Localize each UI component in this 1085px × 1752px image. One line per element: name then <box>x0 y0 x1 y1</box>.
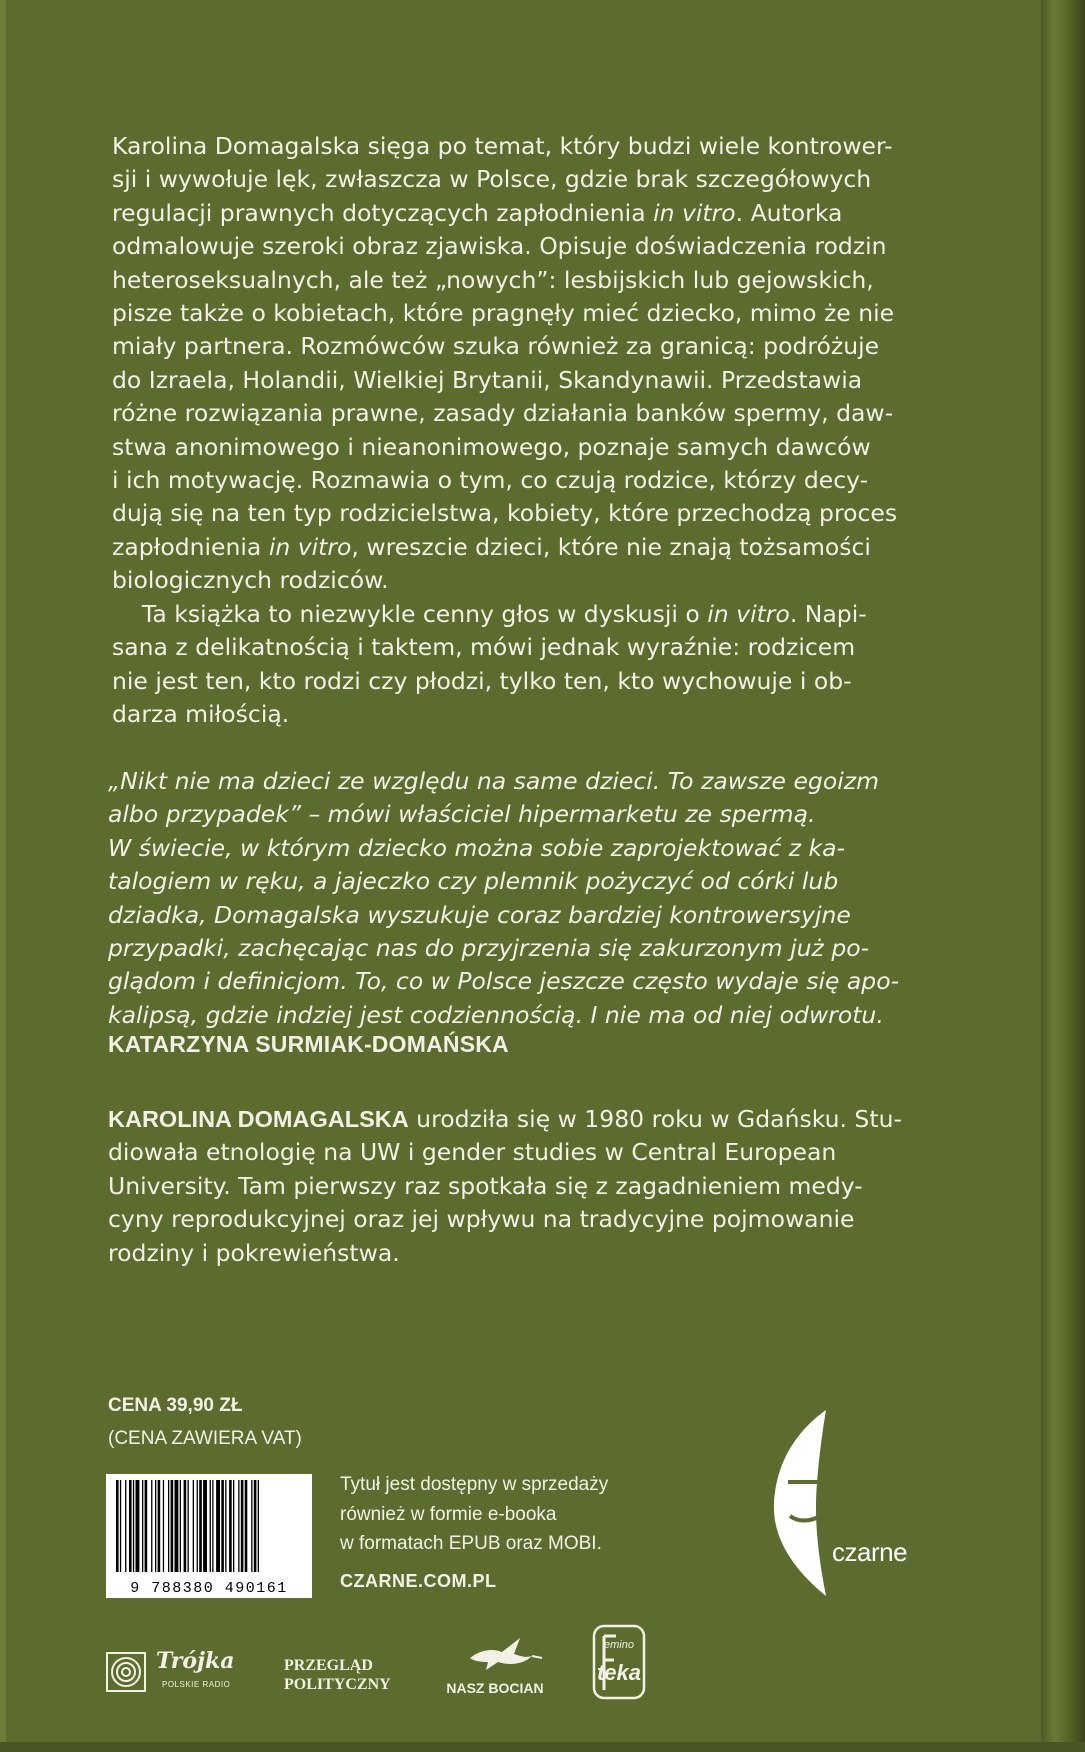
barcode-bar <box>175 1480 179 1572</box>
description-line: dują się na ten typ rodzicielstwa, kobiety, które przechodzą proces <box>112 499 898 528</box>
blurb-quote <box>108 765 904 1032</box>
quote-author: KATARZYNA SURMIAK-DOMAŃSKA <box>108 1031 509 1057</box>
ebook-line: Tytuł jest dostępny w sprzedaży <box>340 1474 609 1495</box>
description-line: darza miłością. <box>112 699 290 728</box>
trojka-logo <box>106 1648 238 1698</box>
barcode-bar <box>129 1480 132 1572</box>
barcode-bar <box>155 1480 156 1572</box>
bio-author-name: KAROLINA DOMAGALSKA <box>108 1106 409 1132</box>
barcode-bar <box>136 1480 140 1572</box>
svg-text:teka: teka <box>596 1660 642 1685</box>
vat-note: (CENA ZAWIERA VAT) <box>108 1428 302 1449</box>
barcode-bar <box>229 1480 232 1572</box>
bio-line: University. Tam pierwszy raz spotkała się z zagadnieniem medy- <box>108 1171 863 1200</box>
description-line: sji i wywołuje lęk, zwłaszcza w Polsce, gdzie brak szczegółowych <box>112 165 872 194</box>
barcode-bar <box>120 1480 121 1572</box>
barcode-bars <box>106 1476 312 1580</box>
quote-line: talogiem w ręku, a jajeczko czy plemnik pożyczyć od córki lub <box>108 867 839 896</box>
trojka-name: Trójka <box>156 1648 235 1674</box>
barcode-bar <box>238 1480 239 1572</box>
description-line: do Izraela, Holandii, Wielkiej Brytanii, Skandynawii. Przedstawia <box>112 365 863 394</box>
description-line: regulacji prawnych dotyczących zapłodnienia in vitro. Autorka <box>112 198 843 227</box>
barcode-bar <box>225 1480 226 1572</box>
barcode-bar <box>133 1480 134 1572</box>
bio-first-line-text: urodziła się w 1980 roku w Gdańsku. Stu- <box>408 1105 902 1133</box>
description-line: Ta książka to niezwykle cenny głos w dyskusji o in vitro. Napi- <box>112 599 867 628</box>
quote-line: kalipsą, gdzie indziej jest codziennością. I nie ma od niej odwrotu. <box>108 1000 884 1029</box>
cover-spine-edge <box>1041 0 1085 1752</box>
barcode-bar <box>171 1480 174 1572</box>
description-line: pisze także o kobietach, które pragnęły mieć dziecko, mimo że nie <box>112 299 895 328</box>
barcode-bar <box>216 1480 220 1572</box>
barcode-bar <box>142 1480 143 1572</box>
barcode-bar <box>251 1480 252 1572</box>
nasz-bocian-text: NASZ BOCIAN <box>446 1680 544 1696</box>
description-line: odmalowuje szeroki obraz zjawiska. Opisuje doświadczenia rodzin <box>112 232 887 261</box>
czarne-logo-text: czarne <box>832 1537 908 1567</box>
barcode-bar <box>168 1480 169 1572</box>
quote-line: W świecie, w którym dziecko można sobie zaprojektować z ka- <box>108 833 845 862</box>
ebook-info <box>340 1470 670 1559</box>
description-line: biologicznych rodziców. <box>112 566 389 595</box>
svg-text:emino: emino <box>604 1639 634 1651</box>
barcode-bar <box>245 1480 248 1572</box>
stork-icon <box>440 1630 550 1680</box>
przeglad-line: POLITYCZNY <box>284 1676 391 1693</box>
nasz-bocian-logo <box>440 1630 550 1700</box>
barcode-bar <box>188 1480 189 1572</box>
bio-line: rodziny i pokrewieństwa. <box>108 1238 400 1267</box>
trojka-circles-icon <box>108 1654 144 1690</box>
description-line: sana z delikatnością i taktem, mówi jednak wyraźnie: rodzicem <box>112 633 856 662</box>
barcode-bar <box>258 1480 259 1572</box>
barcode-bar <box>210 1480 211 1572</box>
barcode-bar <box>116 1480 119 1572</box>
description-line: zapłodnienia in vitro, wreszcie dzieci, które nie znają tożsamości <box>112 532 871 561</box>
description-line: i ich motywację. Rozmawia o tym, co czują rodzice, którzy decy- <box>112 466 869 495</box>
barcode-bar <box>125 1480 126 1572</box>
italic-term: in vitro <box>707 599 790 628</box>
description-line: heteroseksualnych, ale też „nowych”: lesbijskich lub gejowskich, <box>112 265 874 294</box>
barcode-bar <box>241 1480 244 1572</box>
barcode-digits: 9 788380 490161 <box>130 1580 288 1597</box>
barcode-bar <box>158 1480 161 1572</box>
barcode-bar <box>145 1480 148 1572</box>
trojka-subtitle: POLSKIE RADIO <box>162 1680 231 1689</box>
description-line: stwa anonimowego i nieanonimowego, poznaje samych dawców <box>112 432 871 461</box>
przeglad-polityczny-logo <box>284 1656 404 1694</box>
przeglad-line: PRZEGLĄD <box>284 1657 373 1674</box>
description-line: nie jest ten, kto rodzi czy płodzi, tylko ten, kto wychowuje i ob- <box>112 666 852 695</box>
price-label: CENA 39,90 ZŁ <box>108 1395 243 1416</box>
ebook-line: również w formie e-booka <box>340 1503 557 1525</box>
bio-line: diowała etnologię na UW i gender studies w Central European <box>108 1138 837 1167</box>
barcode-bar <box>199 1480 202 1572</box>
italic-term: in vitro <box>653 198 736 227</box>
ebook-line: w formatach EPUB oraz MOBI. <box>340 1533 602 1554</box>
quote-line: „Nikt nie ma dzieci ze względu na same dzieci. To zawsze egoizm <box>108 767 879 795</box>
barcode-bar <box>193 1480 194 1572</box>
barcode-bar <box>233 1480 234 1572</box>
barcode-bar <box>203 1480 207 1572</box>
book-description <box>112 130 904 731</box>
italic-term: in vitro <box>268 532 352 561</box>
description-line: różne rozwiązania prawne, zasady działania banków spermy, daw- <box>112 399 894 428</box>
publisher-website: CZARNE.COM.PL <box>340 1571 497 1591</box>
cover-left-edge <box>0 0 6 1752</box>
description-line: miały partnera. Rozmówców szuka również za granicą: podróżuje <box>112 332 880 361</box>
czarne-logo-icon <box>766 1410 906 1596</box>
barcode-bar <box>197 1480 198 1572</box>
quote-line: albo przypadek” – mówi właściciel hipermarketu ze spermą. <box>108 800 816 829</box>
barcode-bar <box>212 1480 213 1572</box>
barcode-bar <box>221 1480 224 1572</box>
isbn-barcode <box>106 1474 312 1598</box>
quote-line: glądom i definicjom. To, co w Polsce jeszcze często wydaje się apo- <box>108 967 900 996</box>
cover-bottom-edge <box>0 1742 1085 1752</box>
quote-line: dziadka, Domagalska wyszukuje coraz bardziej kontrowersyjne <box>108 900 851 929</box>
barcode-bar <box>254 1480 257 1572</box>
author-bio <box>108 1103 908 1270</box>
bio-line: cyny reprodukcyjnej oraz jej wpływu na tradycyjne pojmowanie <box>108 1205 855 1234</box>
trojka-box-icon <box>106 1652 146 1692</box>
barcode-bar <box>163 1480 164 1572</box>
bio-first-line <box>108 1103 908 1136</box>
barcode-bar <box>151 1480 152 1572</box>
feminoteka-logo-icon <box>592 1624 646 1700</box>
barcode-bar <box>184 1480 187 1572</box>
quote-line: przypadki, zachęcając nas do przyjrzenia się zakurzonym już po- <box>108 934 870 963</box>
description-line: Karolina Domagalska sięga po temat, który budzi wiele kontrower- <box>112 132 893 160</box>
barcode-bar <box>180 1480 181 1572</box>
